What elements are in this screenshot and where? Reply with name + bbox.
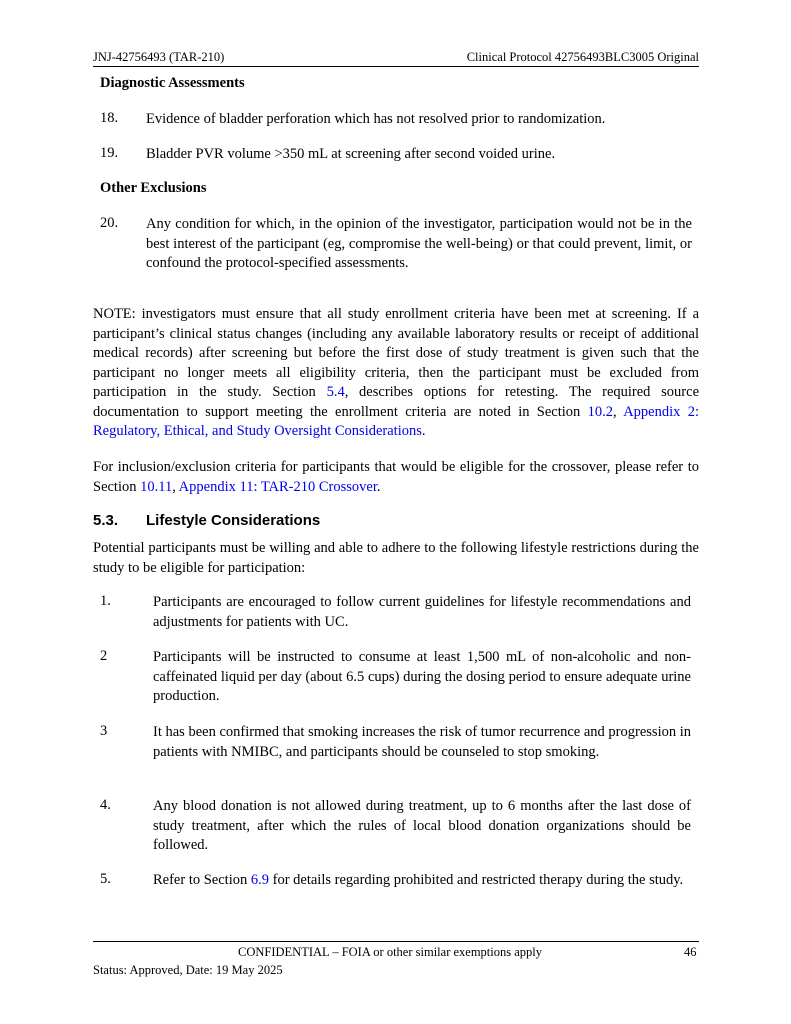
- item-number: 3: [100, 723, 108, 739]
- exclusion-item-19: Bladder PVR volume >350 mL at screening after second voided urine.: [146, 146, 556, 162]
- section-number: 5.3.: [93, 512, 119, 529]
- header-left: JNJ-42756493 (TAR-210): [93, 50, 225, 64]
- link-section-5-4[interactable]: 5.4: [326, 384, 345, 400]
- lifestyle-item-1: Participants are encouraged to follow current guidelines for lifestyle recommendations and adjustments for patients with UC.: [153, 594, 691, 630]
- item-number: 4.: [100, 797, 111, 813]
- crossover-text: For inclusion/exclusion criteria for participants that would be eligible for the crossover, please refer to Section: [93, 459, 699, 495]
- link-appendix-2[interactable]: Appendix 2: Regulatory, Ethical, and Study Oversight Considerations: [93, 403, 699, 439]
- lifestyle-item-4: Any blood donation is not allowed during treatment, up to 6 months after the last dose of study treatment, after which the rules of local blood donation organizations should be followed.: [153, 798, 691, 853]
- confidential-notice: CONFIDENTIAL – FOIA or other similar exemptions apply: [238, 945, 543, 959]
- item-number: 2: [100, 648, 108, 664]
- note-paragraph: [93, 305, 699, 442]
- link-section-10-2[interactable]: 10.2: [587, 403, 614, 420]
- note-text: , describes options for retesting. The required source documentation to support meeting the enrollment criteria are noted in Section: [93, 384, 700, 420]
- header-right: Clinical Protocol 42756493BLC3005 Original: [466, 50, 699, 64]
- lifestyle-item-2: Participants will be instructed to consume at least 1,500 mL of non-alcoholic and non-caffeinated liquid per day (about 6.5 cups) during the dosing period to ensure adequate urine production.: [153, 649, 691, 704]
- item-number: 19.: [100, 145, 119, 161]
- diagnostic-assessments-heading: Diagnostic Assessments: [100, 75, 245, 91]
- item-number: 1.: [100, 593, 111, 609]
- link-appendix-11[interactable]: Appendix 11: TAR-210 Crossover: [178, 478, 377, 495]
- crossover-text: .: [376, 478, 381, 495]
- page-header: [93, 50, 699, 67]
- section-heading: [93, 512, 320, 529]
- exclusion-item-18: Evidence of bladder perforation which has not resolved prior to randomization.: [146, 111, 606, 127]
- item-text: for details regarding prohibited and restricted therapy during the study.: [268, 872, 684, 888]
- status-line: Status: Approved, Date: 19 May 2025: [93, 963, 283, 977]
- section-title: Lifestyle Considerations: [146, 512, 321, 529]
- item-number: 20.: [100, 215, 119, 231]
- lifestyle-intro: Potential participants must be willing and able to adhere to the following lifestyle restrictions during the study to be eligible for participation:: [93, 540, 699, 576]
- other-exclusions-heading: Other Exclusions: [100, 180, 207, 196]
- footer-divider: [93, 941, 699, 942]
- note-text: NOTE: investigators must ensure that all study enrollment criteria have been met at screening. If a participant’s clinical status changes (including any available laboratory results or receipt of additional medical records) after screening but before the first dose of study treatment is given such that the participant no longer meets all eligibility criteria, then the participant must be excluded from participation in the study. Section: [93, 306, 699, 400]
- crossover-text: ,: [172, 478, 179, 495]
- link-section-6-9[interactable]: 6.9: [250, 872, 269, 888]
- note-text: ,: [613, 403, 624, 420]
- exclusion-item-20: Any condition for which, in the opinion of the investigator, participation would not be in the best interest of the participant (eg, compromise the well-being) or that could prevent, limit, or confound the protocol-specified assessments.: [146, 216, 692, 271]
- lifestyle-item-5: [153, 871, 691, 891]
- page-number: 46: [684, 945, 697, 959]
- item-number: 5.: [100, 871, 111, 887]
- item-text: Refer to Section: [153, 872, 251, 888]
- link-section-10-11[interactable]: 10.11: [140, 478, 173, 495]
- crossover-paragraph: [93, 458, 699, 497]
- note-text: .: [421, 423, 426, 439]
- lifestyle-item-3: It has been confirmed that smoking increases the risk of tumor recurrence and progression in patients with NMIBC, and participants should be counseled to stop smoking.: [153, 724, 691, 760]
- item-number: 18.: [100, 110, 119, 126]
